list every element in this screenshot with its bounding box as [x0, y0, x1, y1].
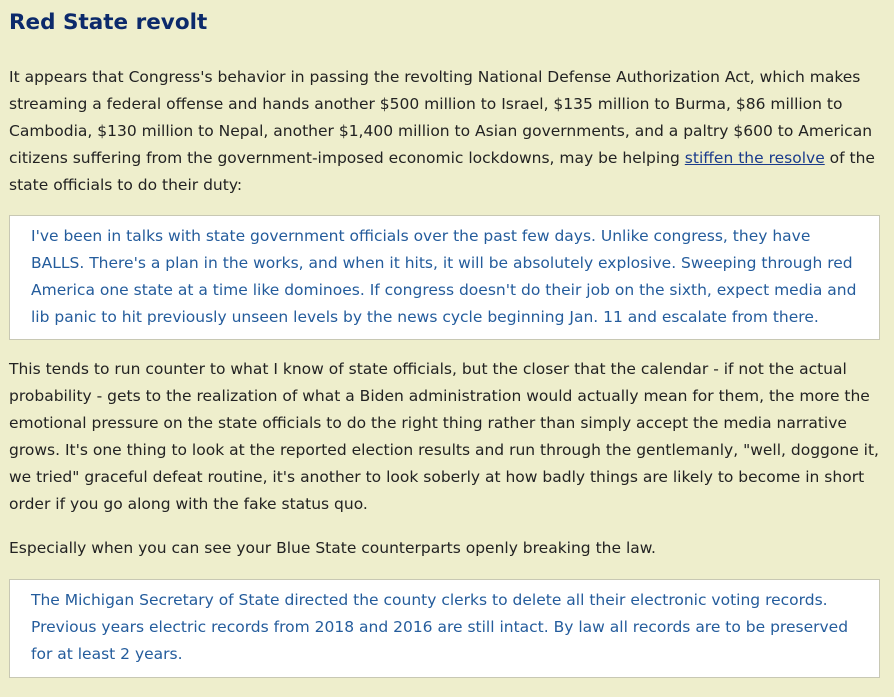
- blockquote-text: The Michigan Secretary of State directed the county clerks to delete all their electronic voting records. Previous years electric records from 2018 and 2016 are still intact. By law all records are to be preserved for at least 2 years.: [31, 591, 849, 663]
- intro-text-before-link: It appears that Congress's behavior in passing the revolting National Defense Authorization Act, which makes streaming a federal offense and hands another $500 million to Israel, $135 million to Burma, $86 million to Cambodia, $130 million to Nepal, another $1,400 million to Asian governments, and a paltry $600 to American citizens suffering from the government-imposed economic lockdowns, may be helping: [9, 68, 873, 167]
- stiffen-the-resolve-link[interactable]: stiffen the resolve: [684, 149, 825, 167]
- blockquote-michigan: [9, 579, 880, 678]
- post-title: Red State revolt: [9, 10, 208, 35]
- intro-paragraph: [9, 64, 885, 199]
- blockquote-state-officials: [9, 215, 880, 340]
- blockquote-text: I've been in talks with state government officials over the past few days. Unlike congress, they have BALLS. There's a plan in the works, and when it hits, it will be absolutely explosive. Sweeping through red America one state at a time like dominoes. If congress doesn't do their job on the sixth, expect media and lib panic to hit previously unseen levels by the news cycle beginning Jan. 11 and escalate from there.: [31, 227, 857, 326]
- body-paragraph-short: Especially when you can see your Blue State counterparts openly breaking the law.: [9, 539, 656, 557]
- body-paragraph: This tends to run counter to what I know of state officials, but the closer that the calendar - if not the actual probability - gets to the realization of what a Biden administration would actually mean for them, the more the emotional pressure on the state officials to do the right thing rather than simply accept the media narrative grows. It's one thing to look at the reported election results and run through the gentlemanly, "well, doggone it, we tried" graceful defeat routine, it's another to look soberly at how badly things are likely to become in short order if you go along with the fake status quo.: [9, 360, 879, 513]
- intro-text-after-link: of the state officials to do their duty:: [9, 149, 875, 194]
